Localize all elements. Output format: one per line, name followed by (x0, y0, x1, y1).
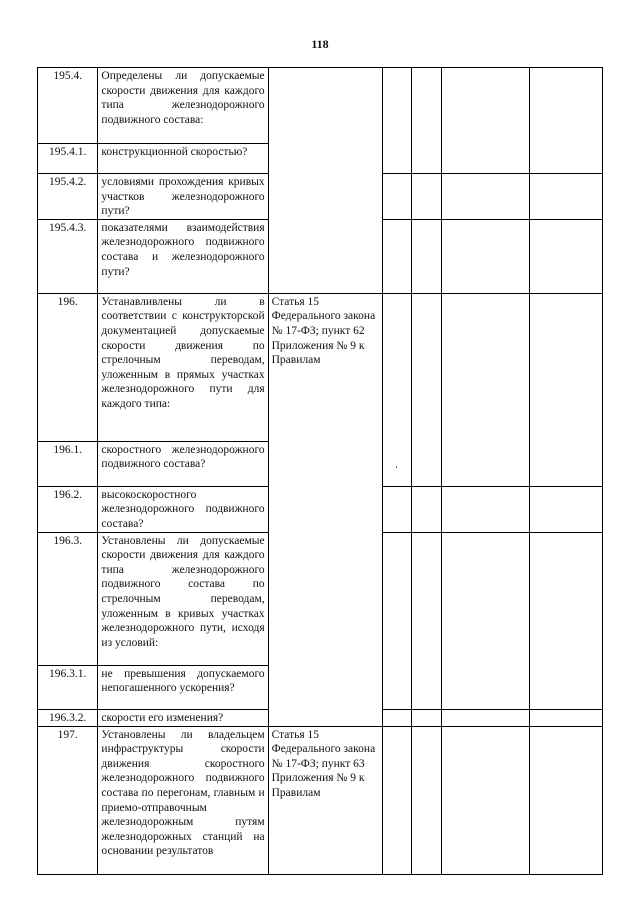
table-row (38, 726, 603, 874)
table-row (38, 68, 603, 144)
not-applicable-cell (441, 68, 530, 174)
answer-yes-cell (383, 532, 411, 709)
checklist-table (37, 67, 603, 875)
not-applicable-cell (441, 709, 530, 726)
legal-reference-cell (268, 68, 383, 294)
not-applicable-cell (441, 486, 530, 532)
answer-no-cell (411, 486, 441, 532)
answer-no-cell (411, 219, 441, 293)
page-number: 118 (311, 37, 329, 51)
question-text: высокоскоростного железнодорожного подвижного состава? (98, 486, 268, 532)
answer-no-cell (411, 532, 441, 709)
question-text: Установлены ли допускаемые скорости движения для каждого типа железнодорожного подвижного состава по стрелочным переводам, уложенным в кривых участках железнодорожного пути, исходя из условий: (98, 532, 268, 665)
answer-yes-cell (383, 486, 411, 532)
question-text: Установлены ли владельцем инфраструктуры скорости движения скоростного железнодорожного подвижного состава по перегонам, главным и приемо-отправочным железнодорожным путям железнодорожных станций на основании результатов (98, 726, 268, 874)
question-text: конструкционной скоростью? (98, 144, 268, 174)
answer-no-cell (411, 726, 441, 874)
answer-no-cell (411, 174, 441, 220)
question-text: Устанавливлены ли в соответствии с конструкторской документацией допускаемые скорости движения по стрелочным переводам, уложенным в прямых участках железнодорожного пути для каждого типа: (98, 293, 268, 441)
answer-yes-cell (383, 726, 411, 874)
not-applicable-cell (441, 174, 530, 220)
answer-yes-cell (383, 174, 411, 220)
notes-cell (530, 68, 603, 174)
question-text: скорости его изменения? (98, 709, 268, 726)
question-text: условиями прохождения кривых участков железнодорожного пути? (98, 174, 268, 220)
question-text: Определены ли допускаемые скорости движения для каждого типа железнодорожного подвижного состава: (98, 68, 268, 144)
notes-cell (530, 174, 603, 220)
scan-speck (396, 466, 397, 468)
item-number: 196.2. (38, 486, 98, 532)
answer-yes-cell (383, 293, 411, 486)
item-number: 195.4.2. (38, 174, 98, 220)
item-number: 196.3.1. (38, 665, 98, 709)
not-applicable-cell (441, 219, 530, 293)
legal-reference-cell: Статья 15 Федерального закона № 17-ФЗ; пункт 63 Приложения № 9 к Правилам (268, 726, 383, 874)
notes-cell (530, 219, 603, 293)
item-number: 196.3.2. (38, 709, 98, 726)
notes-cell (530, 726, 603, 874)
answer-no-cell (411, 709, 441, 726)
legal-reference-cell: Статья 15 Федерального закона № 17-ФЗ; пункт 62 Приложения № 9 к Правилам (268, 293, 383, 726)
item-number: 195.4. (38, 68, 98, 144)
question-text: скоростного железнодорожного подвижного состава? (98, 441, 268, 486)
not-applicable-cell (441, 293, 530, 486)
item-number: 197. (38, 726, 98, 874)
item-number: 196. (38, 293, 98, 441)
item-number: 196.3. (38, 532, 98, 665)
item-number: 195.4.3. (38, 219, 98, 293)
item-number: 195.4.1. (38, 144, 98, 174)
answer-yes-cell (383, 709, 411, 726)
answer-no-cell (411, 293, 441, 486)
answer-yes-cell (383, 219, 411, 293)
not-applicable-cell (441, 532, 530, 709)
notes-cell (530, 532, 603, 709)
not-applicable-cell (441, 726, 530, 874)
notes-cell (530, 709, 603, 726)
table-row (38, 293, 603, 441)
answer-no-cell (411, 68, 441, 174)
question-text: не превышения допускаемого непогашенного ускорения? (98, 665, 268, 709)
question-text: показателями взаимодействия железнодорожного подвижного состава и железнодорожного пути? (98, 219, 268, 293)
item-number: 196.1. (38, 441, 98, 486)
notes-cell (530, 486, 603, 532)
answer-yes-cell (383, 68, 411, 174)
notes-cell (530, 293, 603, 486)
